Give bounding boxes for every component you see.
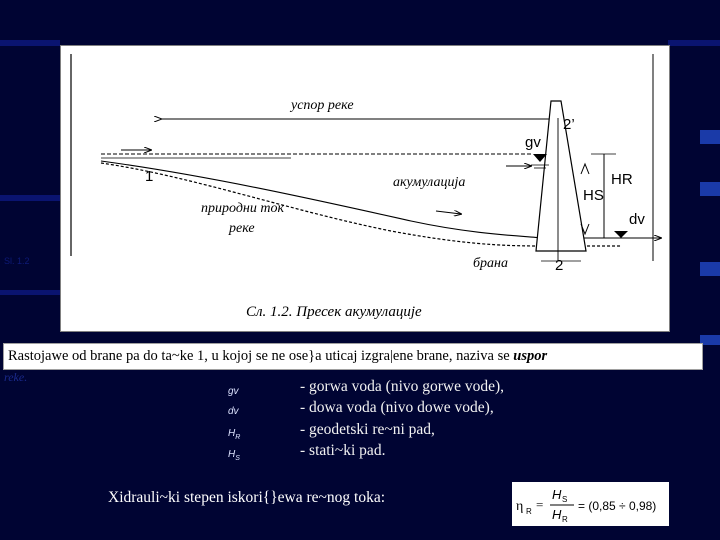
formula-eq: = <box>536 497 544 512</box>
figure-caption: Сл. 1.2. Пресек акумулације <box>246 304 422 320</box>
definition-emphasis: uspor <box>513 348 548 364</box>
natural-flow-label: природни ток <box>201 201 285 216</box>
reservoir-label: акумулација <box>393 175 466 190</box>
legend-desc-dv: - dowa voda (nivo dowe vode), <box>300 399 494 416</box>
formula-drawing <box>512 482 669 526</box>
river-label: реке <box>229 221 255 236</box>
dam-label: брана <box>473 256 508 271</box>
backwater-label: успор реке <box>291 98 354 113</box>
cross-section-drawing <box>61 46 669 331</box>
legend-symbol-hs: $H_S$ <box>228 449 240 462</box>
legend-symbol-gv: gv <box>228 386 239 397</box>
gv-label: gv <box>525 134 541 151</box>
formula-eta: η <box>516 499 524 514</box>
legend-desc-hr: - geodetski re~ni pad, <box>300 421 435 438</box>
bed-flow-arrow <box>436 211 461 214</box>
formula-rhs: = (0,85 ÷ 0,98) <box>578 499 657 513</box>
hr-label: HR <box>611 171 633 188</box>
dv-label: dv <box>629 211 645 228</box>
formula-den: H <box>552 507 562 522</box>
legend-symbol-dv: dv <box>228 406 239 417</box>
definition-text <box>3 343 703 370</box>
formula-num: H <box>552 487 562 502</box>
legend-desc-gv: - gorwa voda (nivo gorwe vode), <box>300 378 505 395</box>
legend-desc-hs: - stati~ki pad. <box>300 442 386 459</box>
definition-body: Rastojawe od brane pa do ta~ke 1, u kojoj se ne ose}a uticaj izgra|ene brane, naziva se <box>8 348 514 364</box>
dam <box>536 101 586 251</box>
efficiency-label: Xidrauli~ki stepen iskori{}ewa re~nog toka: <box>108 489 386 506</box>
hs-label: HS <box>583 187 604 204</box>
formula-num-sub: S <box>562 495 568 504</box>
efficiency-formula <box>512 482 669 526</box>
point-2-label: 2 <box>555 257 564 274</box>
formula-den-sub: R <box>562 515 568 524</box>
lower-level-marker <box>614 231 628 238</box>
reservoir-cross-section-figure <box>60 45 670 332</box>
hs-arrow-up <box>581 164 589 174</box>
legend-symbol-hr: $H_R$ <box>228 428 241 441</box>
formula-eta-sub: R <box>526 507 532 516</box>
natural-river-profile <box>101 161 541 238</box>
definition-continuation: reke. <box>4 370 28 384</box>
point-2prime-label: 2’ <box>563 116 575 133</box>
svg-text:Sl. 1.2: Sl. 1.2 <box>4 256 30 266</box>
point-1-label: 1 <box>145 168 154 185</box>
